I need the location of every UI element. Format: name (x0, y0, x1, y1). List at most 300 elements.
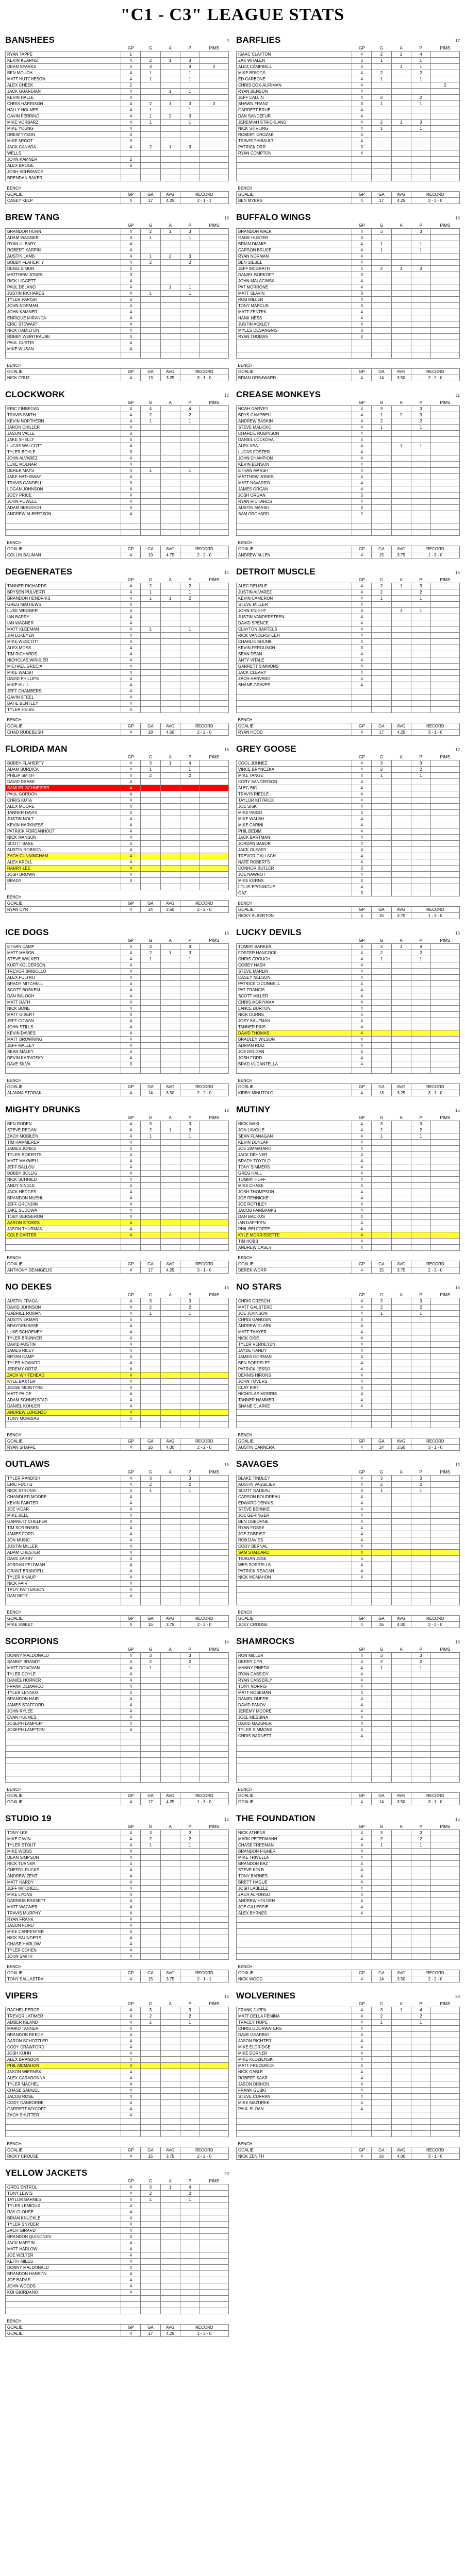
stat-cell (141, 785, 160, 791)
table-row (6, 284, 229, 291)
player-name: JAMES JONES (6, 1146, 121, 1152)
column-header (6, 1469, 121, 1476)
stat-cell: 4 (352, 1702, 372, 1708)
stat-cell: 4 (121, 493, 141, 499)
stat-cell: 4 (121, 412, 141, 418)
column-header: PIMS (440, 1824, 451, 1829)
stat-cell (430, 822, 459, 828)
stat-cell (200, 608, 228, 614)
player-name: NICK GABLE (237, 2069, 352, 2075)
stat-cell (430, 1024, 459, 1030)
table-row (6, 2057, 229, 2063)
goalie-name: BEN MYERS (237, 198, 352, 204)
spacer-row (6, 2314, 229, 2319)
player-name: MIKE TRIVELLA (237, 1855, 352, 1861)
stat-cell (391, 969, 411, 975)
stat-cell (141, 443, 160, 449)
empty-cell (430, 1917, 459, 1923)
player-name: JUSTIN RICHARDS (6, 291, 121, 297)
stat-cell: 4 (352, 1379, 372, 1385)
stat-cell (200, 260, 228, 266)
stat-cell (391, 449, 411, 455)
column-header: P (188, 2001, 191, 2006)
stat-cell (411, 639, 430, 645)
table-row (237, 1519, 460, 1525)
stat-cell (391, 981, 411, 987)
goalie-name: TONY SALLASTRA (6, 1976, 121, 1982)
stat-cell: 4 (352, 596, 372, 602)
player-name: MIKE CAVIN (6, 1836, 121, 1842)
stat-cell: 4 (352, 1842, 372, 1849)
stat-cell (391, 70, 411, 76)
player-name: NICK ATHENS (237, 1830, 352, 1836)
stat-cell (411, 1220, 430, 1226)
goalie-stat: 3 - 1 - 0 (411, 1445, 459, 1451)
stat-cell (391, 58, 411, 64)
stat-cell: 4 (352, 1494, 372, 1500)
goalie-stat: 16 (372, 1622, 391, 1628)
stat-cell (372, 853, 391, 859)
player-name: ENRIQUE MIRANDA (6, 315, 121, 321)
player-name: CLAY KIRT (237, 1385, 352, 1391)
column-header: G (379, 938, 384, 943)
stat-cell (141, 1055, 160, 1061)
stat-cell (180, 2112, 200, 2119)
empty-cell (6, 1599, 121, 1605)
table-row (6, 260, 229, 266)
goalie-stat: 14 (372, 1976, 391, 1982)
stat-cell (160, 975, 180, 981)
stat-cell: 4 (352, 999, 372, 1006)
stat-cell (180, 241, 200, 247)
table-row (237, 866, 460, 872)
empty-cell (391, 1410, 411, 1416)
player-name: ED CARBONE (237, 76, 352, 82)
column-header: A (169, 2001, 172, 2006)
stat-cell (160, 493, 180, 499)
column-header (237, 1292, 352, 1298)
empty-cell (237, 163, 352, 169)
stat-cell (430, 297, 459, 303)
table-row (237, 779, 460, 785)
table-row (237, 1537, 460, 1544)
stat-cell (180, 303, 200, 309)
stat-cell (391, 2088, 411, 2094)
stat-cell (372, 626, 391, 633)
stat-cell (180, 2088, 200, 2094)
player-name: MATT NAVARRO (237, 480, 352, 486)
stat-cell (160, 169, 180, 175)
stat-cell (372, 847, 391, 853)
stat-cell (160, 1006, 180, 1012)
stat-cell (372, 1037, 391, 1043)
table-row (6, 1201, 229, 1208)
table-row (6, 670, 229, 676)
player-name: MIKE WESCOTT (6, 639, 121, 645)
empty-cell (121, 1745, 141, 1752)
player-name: JACK MARTIN (6, 2240, 121, 2246)
player-name: NICK STRONG (6, 1488, 121, 1494)
stat-cell: 4 (352, 89, 372, 95)
empty-cell (141, 1770, 160, 1776)
table-row (6, 150, 229, 157)
stat-cell (430, 1317, 459, 1323)
column-header: G (148, 2178, 153, 2183)
stat-cell (430, 138, 459, 144)
table-row (6, 120, 229, 126)
goalie-column-header: GP (121, 1438, 141, 1445)
stat-cell: 3 (372, 1653, 391, 1659)
empty-cell (160, 884, 180, 890)
team-no-stars (236, 1277, 460, 1451)
stat-cell (180, 1403, 200, 1410)
stat-cell (200, 132, 228, 138)
stat-cell (180, 2271, 200, 2277)
spacer-cell (6, 1251, 229, 1256)
stat-cell (372, 1867, 391, 1873)
player-name: TONY BARNES (237, 1873, 352, 1879)
stat-cell: 4 (352, 437, 372, 443)
stat-cell (200, 2240, 228, 2246)
stat-cell (160, 2246, 180, 2252)
stat-cell: 2 (141, 2191, 160, 2197)
stat-cell (200, 1721, 228, 1727)
player-name: BRANDON HAIR (6, 1696, 121, 1702)
stat-cell (160, 944, 180, 950)
header-row (6, 1469, 229, 1476)
stat-cell (411, 1335, 430, 1342)
stat-cell (200, 1403, 228, 1410)
stat-cell (200, 1372, 228, 1379)
player-name: NICK STIRLING (237, 126, 352, 132)
player-name: MIKE MAZUREK (237, 2100, 352, 2106)
stat-cell (200, 1954, 228, 1960)
empty-cell (237, 688, 352, 694)
stat-cell (391, 138, 411, 144)
stat-cell (141, 1587, 160, 1593)
empty-cell (391, 523, 411, 530)
stat-cell (141, 1391, 160, 1397)
player-name: JOE ROTHLEY (237, 1201, 352, 1208)
team-badge: 17 (455, 39, 460, 43)
table-row (237, 1544, 460, 1550)
stat-cell (430, 1904, 459, 1910)
empty-row (237, 1593, 460, 1599)
stat-cell: 4 (352, 449, 372, 455)
player-name: JAMES STAFFORD (6, 1702, 121, 1708)
empty-cell (121, 1764, 141, 1770)
team-header (5, 1454, 229, 1469)
stat-cell (200, 828, 228, 835)
stat-cell (430, 144, 459, 150)
player-name: LUCAS WALCOTT (6, 443, 121, 449)
team-badge: 12 (455, 748, 460, 752)
stat-cell (141, 1018, 160, 1024)
stat-cell: 2 (372, 95, 391, 101)
stat-cell (180, 1677, 200, 1684)
stat-cell (160, 431, 180, 437)
empty-cell (352, 175, 372, 181)
stat-cell (372, 785, 391, 791)
stat-cell (200, 1879, 228, 1886)
goalie-row (6, 375, 229, 381)
player-name: CHRIS GANGSIN (237, 1317, 352, 1323)
table-row (6, 163, 229, 169)
stat-cell (180, 1587, 200, 1593)
stat-cell (180, 670, 200, 676)
player-name: JACK HEDGES (6, 1189, 121, 1195)
goalie-stat: 1 - 3 - 0 (411, 913, 459, 919)
goalie-stat: 4.25 (391, 730, 411, 736)
player-name: JUSTIN MILLER (6, 1544, 121, 1550)
stat-cell (141, 1923, 160, 1929)
player-name: RYAN FRANK (6, 1917, 121, 1923)
stat-cell (160, 1671, 180, 1677)
team-yellow-jackets (5, 2163, 229, 2337)
stat-cell (391, 493, 411, 499)
stat-cell (430, 1311, 459, 1317)
stat-cell (160, 235, 180, 241)
stat-cell (180, 962, 200, 969)
stat-cell: 4 (352, 950, 372, 956)
stat-cell (411, 1061, 430, 1067)
stat-cell: 2 (411, 767, 430, 773)
stat-cell (391, 1855, 411, 1861)
team-badge: 16 (455, 931, 460, 936)
stat-cell (200, 785, 228, 791)
stat-cell (391, 828, 411, 835)
stat-cell: 4 (352, 486, 372, 493)
stat-cell (411, 1354, 430, 1360)
spacer-cell (237, 181, 460, 186)
stat-cell: 3 (180, 2007, 200, 2013)
table-row (237, 278, 460, 284)
stat-cell: 1 (141, 235, 160, 241)
column-header: G (148, 577, 153, 582)
empty-cell (430, 1599, 459, 1605)
stat-cell (391, 1195, 411, 1201)
empty-cell (411, 1947, 430, 1954)
spacer-cell (6, 713, 229, 718)
goalie-row (6, 730, 229, 736)
empty-cell (237, 1954, 352, 1960)
bench-row (6, 1787, 229, 1793)
table-row (237, 1506, 460, 1513)
stat-cell: 2 (160, 253, 180, 260)
stat-cell: 1 (141, 1665, 160, 1671)
empty-cell (237, 1776, 352, 1783)
stat-cell (411, 150, 430, 157)
empty-cell (391, 1422, 411, 1428)
stat-cell (200, 688, 228, 694)
stat-cell (372, 2057, 391, 2063)
table-row (237, 841, 460, 847)
stat-cell (411, 975, 430, 981)
player-name: JAMES FORD (6, 1531, 121, 1537)
stat-cell (141, 303, 160, 309)
player-name: CARSON BRUCE (237, 247, 352, 253)
stat-cell: 4 (121, 2222, 141, 2228)
goalie-name: RICKY ALBERTON (237, 913, 352, 919)
goalie-stat: 2 - 2 - 0 (180, 907, 228, 913)
stat-cell (160, 602, 180, 608)
stat-cell (200, 1556, 228, 1562)
player-name: TRAVIS THIBAULT (237, 138, 352, 144)
spacer-cell (237, 1783, 460, 1787)
stat-cell: 4 (121, 602, 141, 608)
table-row (237, 1049, 460, 1055)
player-name: JOSH THOMPSON (237, 1189, 352, 1195)
stat-cell (180, 1494, 200, 1500)
stat-cell (411, 1379, 430, 1385)
column-header: G (379, 754, 384, 759)
stat-cell (180, 1232, 200, 1239)
table-row (6, 1476, 229, 1482)
table-row (237, 822, 460, 828)
player-name: ANDREW ALBERTSON (6, 511, 121, 517)
stat-cell (141, 1677, 160, 1684)
empty-cell (372, 1599, 391, 1605)
column-header: PIMS (440, 1647, 451, 1652)
stat-cell (141, 2277, 160, 2283)
stat-cell: 2 (180, 596, 200, 602)
player-name: TYLER COHEN (6, 1947, 121, 1954)
table-row (237, 682, 460, 688)
stat-cell: 4 (352, 1189, 372, 1195)
empty-cell (430, 1758, 459, 1764)
stat-cell (180, 474, 200, 480)
player-name: JOE ZIMMATARO (237, 1146, 352, 1152)
stat-cell (180, 993, 200, 999)
goalie-stat: 4 (121, 1267, 141, 1274)
stat-cell (160, 1898, 180, 1904)
table-row (237, 95, 460, 101)
stat-cell: 4 (121, 1360, 141, 1366)
stat-cell (391, 89, 411, 95)
goalie-header-row (6, 369, 229, 375)
stat-cell: 4 (121, 1208, 141, 1214)
empty-cell (411, 701, 430, 707)
player-name: PAUL DELANO (6, 284, 121, 291)
stat-cell (160, 645, 180, 651)
empty-cell (372, 1954, 391, 1960)
player-name: LANCE BURTON (237, 1006, 352, 1012)
stat-cell (372, 1727, 391, 1733)
stat-cell (160, 589, 180, 596)
column-header: GP (358, 1469, 365, 1475)
stat-cell: 3 (180, 229, 200, 235)
spacer-cell (6, 2314, 229, 2319)
player-name: DAVID THOMAS (237, 1030, 352, 1037)
table-row (6, 2246, 229, 2252)
player-name: BEN MOUCH (6, 70, 121, 76)
bench-row (6, 1432, 229, 1438)
empty-row (237, 1929, 460, 1935)
stat-cell (372, 1183, 391, 1189)
stat-cell: 2 (391, 412, 411, 418)
stat-cell (180, 1335, 200, 1342)
stat-cell: 4 (352, 1677, 372, 1684)
stat-cell (141, 828, 160, 835)
player-name: SEAN MALEY (6, 1049, 121, 1055)
team-studio-19 (5, 1808, 229, 1982)
stat-cell (430, 76, 459, 82)
stat-cell (391, 664, 411, 670)
stat-cell: 4 (121, 278, 141, 284)
empty-row (237, 1935, 460, 1941)
stat-cell (121, 169, 141, 175)
stat-cell (411, 1177, 430, 1183)
stat-cell (160, 859, 180, 866)
player-name: TREVOR GALLACH (237, 853, 352, 859)
stat-cell: 4 (121, 2259, 141, 2265)
stat-cell (160, 1189, 180, 1195)
table-row (237, 1391, 460, 1397)
stat-cell (391, 1232, 411, 1239)
stat-cell: 4 (352, 608, 372, 614)
stat-cell: 4 (180, 760, 200, 767)
empty-cell (200, 1739, 228, 1745)
empty-cell (180, 2119, 200, 2125)
stat-cell (372, 664, 391, 670)
stat-cell: 4 (121, 993, 141, 999)
empty-cell (391, 1599, 411, 1605)
player-name: MATT DELLA FEMINA (237, 2013, 352, 2020)
goalie-column-header: GP (352, 546, 372, 552)
stat-cell (200, 847, 228, 853)
table-row (237, 76, 460, 82)
player-name: DONNY MALDONALD (6, 1653, 121, 1659)
stat-cell: 3 (352, 144, 372, 150)
stat-cell (160, 2283, 180, 2290)
stat-cell (160, 1574, 180, 1581)
goalie-column-header: GA (141, 1970, 160, 1976)
table-row (6, 847, 229, 853)
stat-cell (372, 1879, 391, 1886)
stat-cell (200, 235, 228, 241)
stat-cell (200, 1653, 228, 1659)
stat-cell (180, 1929, 200, 1935)
stat-cell (411, 1018, 430, 1024)
stat-cell (200, 126, 228, 132)
table-row (237, 2081, 460, 2088)
stat-cell (141, 2259, 160, 2265)
table-row (6, 2215, 229, 2222)
spacer-row (6, 359, 229, 363)
stat-cell (180, 1500, 200, 1506)
stat-cell (141, 1416, 160, 1422)
stat-cell: 4 (352, 1348, 372, 1354)
empty-cell (411, 1923, 430, 1929)
stat-cell: 1 (141, 113, 160, 120)
stat-cell (141, 981, 160, 987)
table-row (6, 1653, 229, 1659)
stats-table (236, 1824, 460, 1982)
column-header: A (169, 1115, 172, 1120)
stat-cell (391, 596, 411, 602)
empty-cell (411, 523, 430, 530)
table-row (6, 1006, 229, 1012)
table-row (237, 1727, 460, 1733)
goalie-column-header: GA (372, 1261, 391, 1267)
stat-cell (391, 1030, 411, 1037)
stat-cell (141, 425, 160, 431)
team-name: SHAMROCKS (236, 1636, 295, 1646)
player-name: SCOTT BARE (6, 841, 121, 847)
stat-cell: 3 (372, 406, 391, 412)
stat-cell: 1 (372, 2020, 391, 2026)
player-name: JAKE SHELLY (6, 437, 121, 443)
